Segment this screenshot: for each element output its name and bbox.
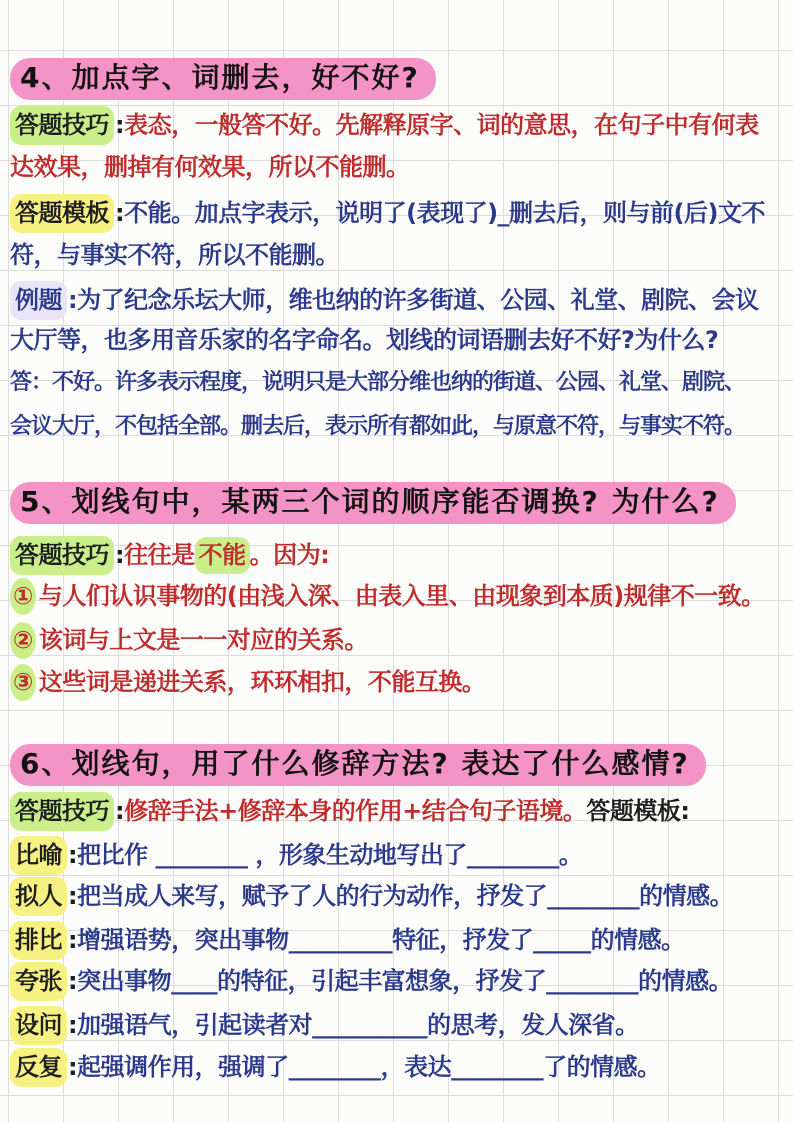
- technique-label-chip: 答题技巧: [10, 536, 114, 575]
- rhetoric-text: 起强调作用，强调了________，表达________了的情感。: [77, 1053, 661, 1081]
- section6-technique-line: [10, 792, 689, 831]
- circled-number-1: ①: [10, 578, 36, 615]
- item-text: 与人们认识事物的(由浅入深、由表入里、由现象到本质)规律不一致。: [38, 582, 765, 610]
- colon: :: [68, 882, 78, 910]
- rhetoric-row-rhetorical-question: [10, 1006, 639, 1045]
- item-text: 该词与上文是一一对应的关系。: [38, 626, 368, 654]
- answer-text: 答：不好。许多表示程度，说明只是大部分维也纳的街道、公园、礼堂、剧院、: [10, 370, 746, 395]
- rhetoric-label-chip: 夸张: [10, 962, 67, 1001]
- section5-technique-line: [10, 536, 329, 575]
- section4-template-line2: [10, 238, 339, 272]
- template-text: 符，与事实不符，所以不能删。: [10, 241, 339, 269]
- section5-item2: [10, 622, 368, 659]
- section5-title: 5、划线句中，某两三个词的顺序能否调换? 为什么?: [10, 482, 736, 524]
- technique-label-chip: 答题技巧: [10, 106, 114, 145]
- section5-item3: [10, 664, 485, 701]
- rhetoric-row-parallelism: [10, 921, 685, 960]
- example-text: 大厅等，也多用音乐家的名字命名。划线的词语删去好不好?为什么?: [10, 326, 719, 354]
- rhetoric-row-metaphor: [10, 836, 582, 875]
- circled-number-2: ②: [10, 622, 36, 659]
- item-text: 这些词是递进关系，环环相扣，不能互换。: [38, 668, 486, 696]
- rhetoric-text: 突出事物____的特征，引起丰富想象，抒发了________的情感。: [77, 967, 733, 995]
- section6-title-row: [10, 744, 706, 786]
- rhetoric-row-repetition: [10, 1048, 661, 1087]
- colon: :: [68, 1011, 78, 1039]
- rhetoric-row-personification: [10, 877, 733, 916]
- rhetoric-label-chip: 拟人: [10, 877, 67, 916]
- highlighted-word: 不能: [195, 537, 250, 574]
- template-intro: 答题模板:: [586, 797, 690, 825]
- colon: :: [68, 841, 78, 869]
- answer-text: 会议大厅，不包括全部。删去后，表示所有都如此，与原意不符，与事实不符。: [10, 414, 746, 439]
- technique-text: 修辞手法+修辞本身的作用+结合句子语境。: [124, 797, 587, 825]
- section4-example-line2: [10, 323, 718, 357]
- colon: :: [115, 111, 125, 139]
- technique-text: 。因为:: [249, 541, 330, 569]
- section4-title: 4、加点字、词删去，好不好?: [10, 58, 436, 100]
- section5-title-row: [10, 482, 736, 524]
- section5-item1: [10, 578, 765, 615]
- rhetoric-text: 增强语势，突出事物_________特征，抒发了_____的情感。: [77, 926, 685, 954]
- colon: :: [115, 199, 125, 227]
- section4-technique-line1: [10, 106, 759, 145]
- section4-answer-line1: [10, 366, 745, 400]
- example-label-chip: 例题: [10, 281, 67, 320]
- rhetoric-row-hyperbole: [10, 962, 732, 1001]
- rhetoric-label-chip: 设问: [10, 1006, 67, 1045]
- colon: :: [115, 797, 125, 825]
- section4-title-row: [10, 58, 436, 100]
- section6-title: 6、划线句，用了什么修辞方法? 表达了什么感情?: [10, 744, 706, 786]
- circled-number-3: ③: [10, 664, 36, 701]
- section4-template-line1: [10, 194, 765, 233]
- template-label-chip: 答题模板: [10, 194, 114, 233]
- colon: :: [68, 967, 78, 995]
- colon: :: [68, 1053, 78, 1081]
- section4-technique-line2: [10, 150, 410, 184]
- rhetoric-text: 把当成人来写，赋予了人的行为动作，抒发了________的情感。: [77, 882, 734, 910]
- colon: :: [68, 286, 78, 314]
- rhetoric-label-chip: 排比: [10, 921, 67, 960]
- section4-example-line1: [10, 281, 759, 320]
- technique-text: 往往是: [124, 541, 195, 569]
- technique-label-chip: 答题技巧: [10, 792, 114, 831]
- rhetoric-label-chip: 反复: [10, 1048, 67, 1087]
- rhetoric-text: 把比作 ________ ，形象生动地写出了________。: [77, 841, 583, 869]
- template-text: 不能。加点字表示，说明了(表现了)_删去后，则与前(后)文不: [124, 199, 765, 227]
- colon: :: [115, 541, 125, 569]
- technique-text: 表态，一般答不好。先解释原字、词的意思，在句子中有何表: [124, 111, 759, 139]
- technique-text: 达效果，删掉有何效果，所以不能删。: [10, 153, 410, 181]
- example-text: 为了纪念乐坛大师，维也纳的许多街道、公园、礼堂、剧院、会议: [77, 286, 759, 314]
- colon: :: [68, 926, 78, 954]
- rhetoric-label-chip: 比喻: [10, 836, 67, 875]
- section4-answer-line2: [10, 410, 745, 444]
- rhetoric-text: 加强语气，引起读者对__________的思考，发人深省。: [77, 1011, 639, 1039]
